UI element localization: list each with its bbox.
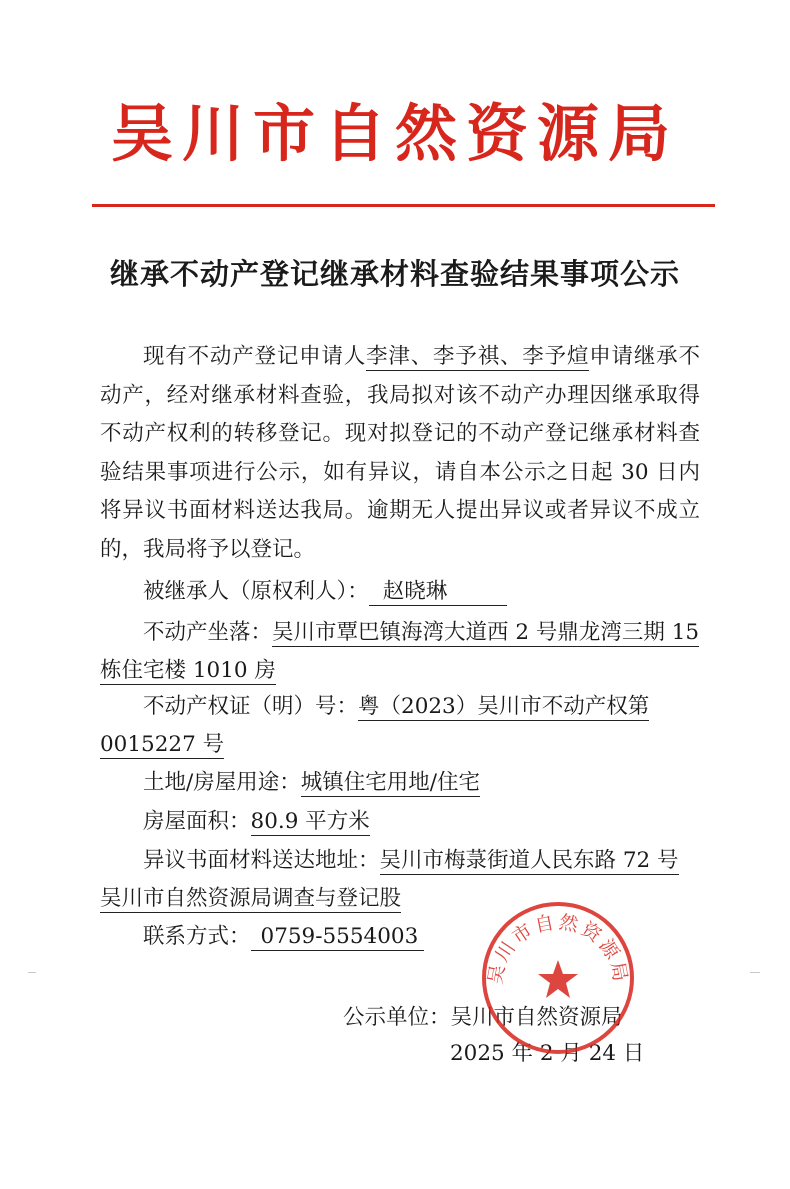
area-value: 80.9 平方米 [250, 809, 370, 834]
paragraph-lead: 现有不动产登记申请人 [143, 344, 367, 369]
location-value: 吴川市覃巴镇海湾大道西 2 号鼎龙湾三期 15 栋住宅楼 1010 房 [100, 620, 700, 683]
field-label: 房屋面积： [143, 809, 251, 834]
scan-mark [28, 972, 36, 973]
field-label: 不动产坐落： [143, 620, 273, 645]
field-certificate [100, 688, 700, 764]
letterhead: 吴川市自然资源局 [110, 97, 679, 170]
seal-star-icon [538, 960, 578, 998]
certificate-value: 粤（2023）吴川市不动产权第 0015227 号 [100, 694, 650, 757]
document-title: 继承不动产登记继承材料查验结果事项公示 [109, 257, 680, 291]
usage-value: 城镇住宅用地/住宅 [300, 770, 480, 795]
issue-date: 2025 年 2 月 24 日 [450, 1041, 645, 1066]
field-decedent [100, 573, 700, 611]
field-area [100, 803, 700, 841]
field-label: 联系方式： [143, 924, 251, 949]
applicant-names: 李津、李予祺、李予煊 [366, 344, 590, 369]
field-label: 不动产权证（明）号： [143, 694, 359, 719]
field-usage [100, 764, 700, 802]
contact-value: 0759-5554003 [251, 924, 425, 951]
issuing-unit: 公示单位：吴川市自然资源局 [343, 1005, 623, 1030]
field-contact [100, 918, 700, 956]
address-value: 吴川市梅菉街道人民东路 72 号吴川市自然资源局调查与登记股 [100, 848, 679, 911]
field-label: 土地/房屋用途： [143, 770, 301, 795]
field-address [100, 842, 700, 918]
field-label: 异议书面材料送达地址： [143, 848, 380, 873]
svg-text:吴川市自然资源局: 吴川市自然资源局 [484, 911, 632, 986]
paragraph-body: 申请继承不动产，经对继承材料查验，我局拟对该不动产办理因继承取得不动产权利的转移登记。现对拟登记的不动产登记继承材料查验结果事项进行公示，如有异议，请自本公示之日起 30 日内将异议书面材料送达我局。逾期无人提出异议或者异议不成立的，我局将予以登记。 [100, 344, 700, 562]
field-label: 被继承人（原权利人）： [143, 579, 369, 604]
decedent-value: 赵晓琳 [369, 579, 508, 606]
notice-paragraph [100, 338, 700, 570]
red-divider [92, 204, 715, 207]
scan-mark [750, 972, 760, 973]
field-location [100, 614, 700, 690]
